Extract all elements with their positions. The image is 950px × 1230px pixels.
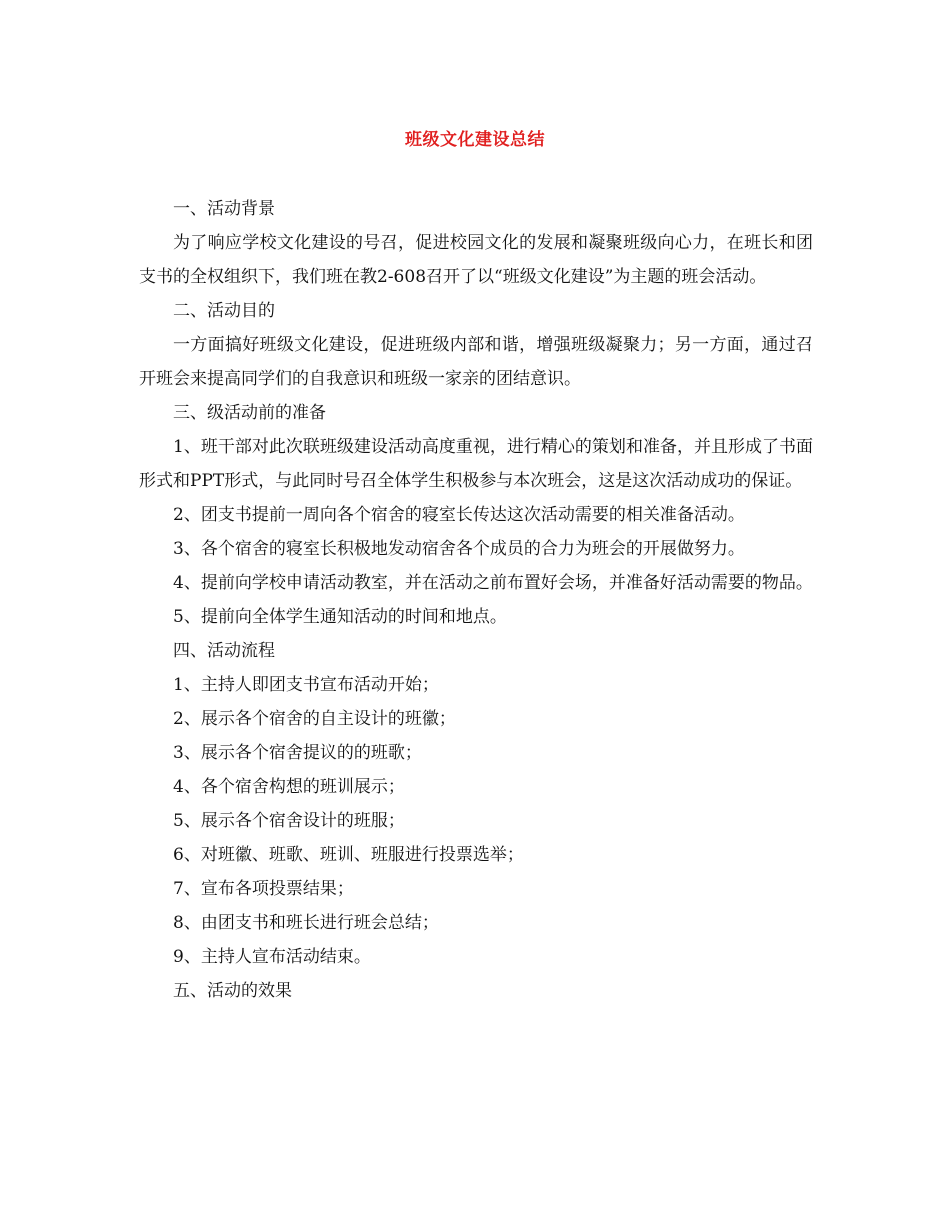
paragraph: 三、级活动前的准备	[173, 403, 326, 423]
paragraph: 一方面搞好班级文化建设，促进班级内部和谐，增强班级凝聚力；另一方面，通过召开班会来提高同学们的自我意识和班级一家亲的团结意识。	[139, 335, 813, 389]
paragraph: 4、提前向学校申请活动教室，并在活动之前布置好会场，并准备好活动需要的物品。	[173, 573, 813, 593]
paragraph: 1、主持人即团支书宣布活动开始；	[173, 675, 439, 695]
paragraph: 9、主持人宣布活动结束。	[173, 947, 371, 967]
paragraph: 四、活动流程	[173, 641, 275, 661]
paragraph: 2、展示各个宿舍的自主设计的班徽；	[173, 709, 456, 729]
paragraph: 5、提前向全体学生通知活动的时间和地点。	[173, 607, 507, 627]
paragraph: 5、展示各个宿舍设计的班服；	[173, 811, 405, 831]
paragraph: 3、展示各个宿舍提议的的班歌；	[173, 743, 422, 763]
paragraph: 3、各个宿舍的寝室长积极地发动宿舍各个成员的合力为班会的开展做努力。	[173, 539, 745, 559]
paragraph: 五、活动的效果	[173, 981, 292, 1001]
paragraph: 1、班干部对此次联班级建设活动高度重视，进行精心的策划和准备，并且形成了书面形式和PPT形式，与此同时号召全体学生积极参与本次班会，这是这次活动成功的保证。	[139, 437, 813, 491]
document-body	[139, 192, 813, 1008]
paragraph: 7、宣布各项投票结果；	[173, 879, 354, 899]
document-title: 班级文化建设总结	[405, 130, 545, 150]
paragraph: 4、各个宿舍构想的班训展示；	[173, 777, 405, 797]
paragraph: 8、由团支书和班长进行班会总结；	[173, 913, 439, 933]
paragraph: 6、对班徽、班歌、班训、班服进行投票选举；	[173, 845, 524, 865]
paragraph: 一、活动背景	[173, 199, 275, 219]
paragraph: 为了响应学校文化建设的号召，促进校园文化的发展和凝聚班级向心力，在班长和团支书的全权组织下，我们班在教2-608召开了以“班级文化建设”为主题的班会活动。	[139, 233, 813, 287]
paragraph: 2、团支书提前一周向各个宿舍的寝室长传达这次活动需要的相关准备活动。	[173, 505, 745, 525]
paragraph: 二、活动目的	[173, 301, 275, 321]
